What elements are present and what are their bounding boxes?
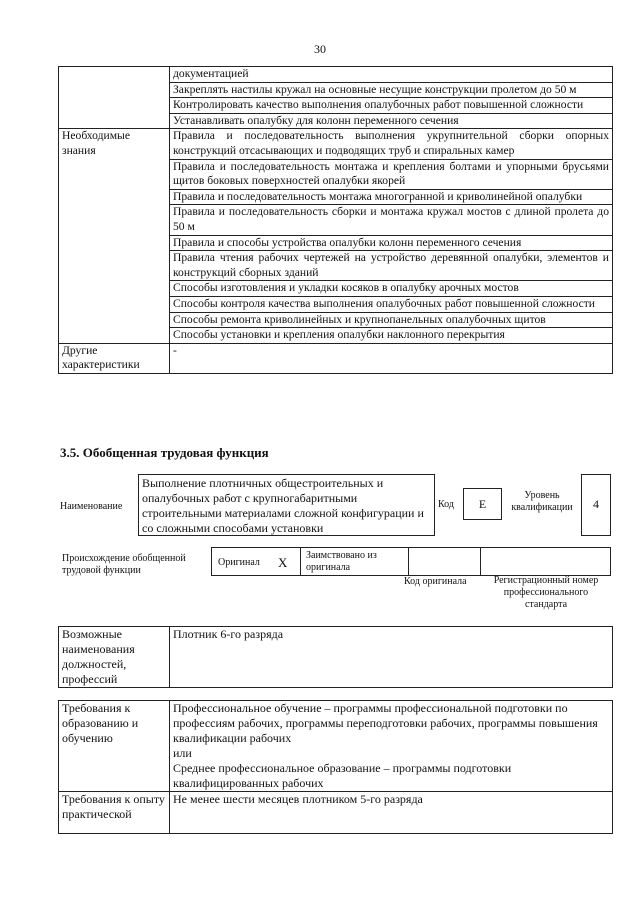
- knowledge-row: Способы ремонта криволинейных и крупнопанельных опалубочных щитов: [170, 312, 613, 328]
- original-label: Оригинал: [218, 557, 260, 568]
- knowledge-row: Правила и способы устройства опалубки колонн переменного сечения: [170, 235, 613, 251]
- skill-row: Устанавливать опалубку для колонн переменного сечения: [170, 113, 613, 129]
- knowledge-row: Способы изготовления и укладки косяков в опалубку арочных мостов: [170, 281, 613, 297]
- knowledge-row: Правила и последовательность сборки и монтажа кружал мостов с длиной пролета до 50 м: [170, 205, 613, 235]
- education-table: [58, 700, 613, 834]
- skill-row: документацией: [170, 67, 613, 83]
- original-mark: X: [278, 555, 288, 570]
- experience-value: Не менее шести месяцев плотником 5-го разряда: [170, 792, 613, 834]
- empty-label-cell: [59, 67, 170, 129]
- other-characteristics-value: -: [170, 343, 613, 373]
- positions-value: Плотник 6-го разряда: [170, 627, 613, 688]
- code-value-box: E: [463, 488, 502, 520]
- origin-row: [211, 547, 611, 576]
- page-number: 30: [314, 42, 326, 56]
- knowledge-row: Способы установки и крепления опалубки наклонного перекрытия: [170, 328, 613, 344]
- knowledge-row: Способы контроля качества выполнения опалубочных работ повышенной сложности: [170, 296, 613, 312]
- education-line: Среднее профессиональное образование – программы подготовки квалифицированных рабочих: [173, 761, 512, 790]
- skill-row: Контролировать качество выполнения опалубочных работ повышенной сложности: [170, 98, 613, 114]
- skill-row: Закреплять настилы кружал на основные несущие конструкции пролетом до 50 м: [170, 82, 613, 98]
- knowledge-row: Правила и последовательность монтажа и крепления болтами и упорными брусьями щитов боковых поверхностей опалубки якорей: [170, 159, 613, 189]
- education-line: или: [173, 746, 192, 760]
- experience-label: Требования к опыту практической: [59, 792, 170, 834]
- knowledge-row: Правила и последовательность монтажа многогранной и криволинейной опалубки: [170, 189, 613, 205]
- education-line: Профессиональное обучение – программы профессиональной подготовки по профессиям рабочих, программы переподготовки рабочих, программы повышения квалификации рабочих: [173, 701, 598, 745]
- code-label: Код: [438, 499, 454, 510]
- qualification-level-box: 4: [581, 474, 611, 536]
- code-original-label: Код оригинала: [404, 576, 467, 587]
- function-name-box: Выполнение плотничных общестроительных и опалубочных работ с крупногабаритными строительными материалами сложной конфигурации и со сложными способами установки: [138, 474, 435, 536]
- knowledge-row: Правила и последовательность выполнения укрупнительной сборки опорных конструкций отсасывающих и подводящих труб и спиральных камер: [170, 129, 613, 159]
- knowledge-row: Правила чтения рабочих чертежей на устройство деревянной опалубки, элементов и конструкций сборных зданий: [170, 251, 613, 281]
- positions-label: Возможные наименования должностей, профессий: [59, 627, 170, 688]
- other-characteristics-label: Другие характеристики: [59, 343, 170, 373]
- origin-label: Происхождение обобщенной трудовой функции: [62, 553, 186, 576]
- skills-knowledge-table: [58, 66, 613, 374]
- education-value: [170, 701, 613, 792]
- positions-table: [58, 626, 613, 688]
- name-label: Наименование: [60, 501, 123, 512]
- borrowed-label: Заимствовано из оригинала: [306, 550, 377, 573]
- education-label: Требования к образованию и обучению: [59, 701, 170, 792]
- code-original-cell: [408, 548, 481, 575]
- knowledge-label: Необходимые знания: [59, 129, 170, 343]
- section-heading: 3.5. Обобщенная трудовая функция: [60, 445, 269, 460]
- registration-number-label: Регистрационный номер профессионального стандарта: [493, 575, 599, 610]
- qualification-level-label: Уровень квалификации: [511, 490, 573, 513]
